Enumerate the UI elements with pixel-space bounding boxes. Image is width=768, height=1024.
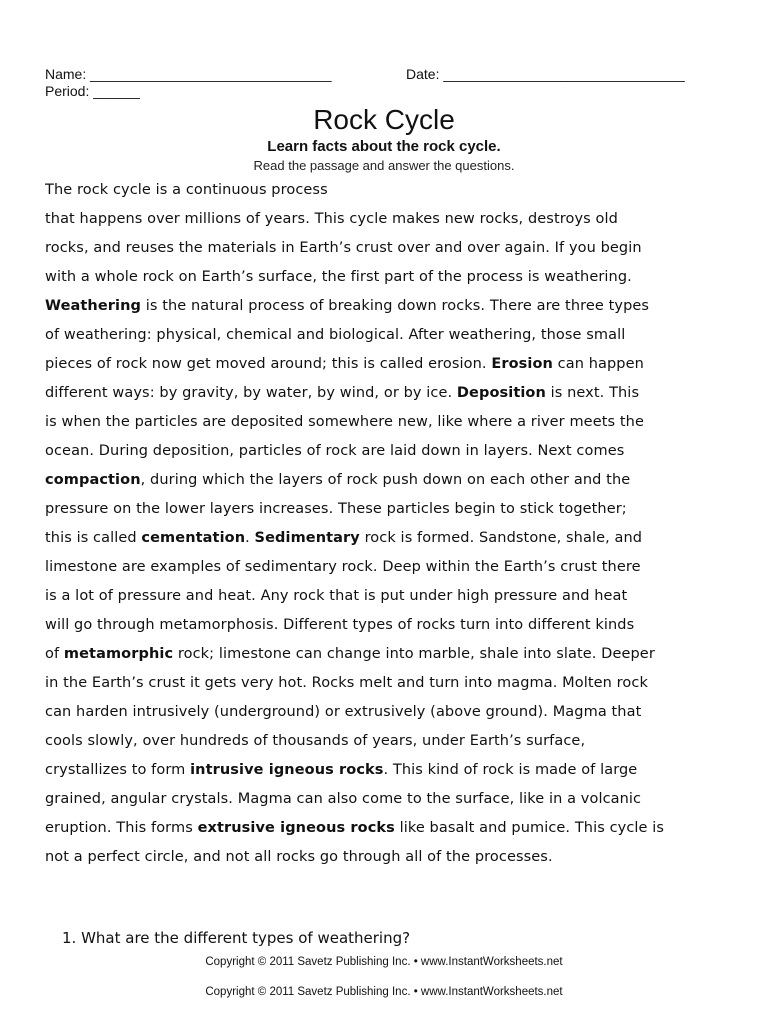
page-subtitle: Learn facts about the rock cycle. — [267, 138, 501, 155]
passage-line: pressure on the lower layers increases. These particles begin to stick together; — [45, 501, 627, 517]
passage-text: rock; limestone can change into marble, shale into slate. Deeper — [173, 646, 655, 662]
passage-text: . This kind of rock is made of large — [383, 762, 638, 778]
passage-line — [45, 756, 723, 785]
passage-line — [45, 176, 723, 205]
passage-line: can harden intrusively (underground) or extrusively (above ground). Magma that — [45, 704, 642, 720]
passage-text: pieces of rock now get moved around; this is called erosion. — [45, 356, 492, 372]
passage-line: cools slowly, over hundreds of thousands of years, under Earth’s surface, — [45, 733, 586, 749]
passage-text: is next. This — [545, 385, 640, 401]
keyword: intrusive igneous rocks — [190, 762, 384, 778]
keyword: compaction — [45, 472, 141, 488]
passage-line — [45, 466, 723, 495]
passage-text: different ways: by gravity, by water, by wind, or by ice. — [45, 385, 457, 401]
date-field-line: Date: _______________________________ — [406, 66, 685, 82]
passage-line: ocean. During deposition, particles of rock are laid down in layers. Next comes — [45, 443, 625, 459]
passage-text: The rock cycle is a — [45, 182, 182, 198]
period-field-line: Period: ______ — [45, 83, 140, 99]
keyword: Deposition — [456, 385, 546, 401]
keyword: extrusive igneous rocks — [197, 820, 395, 836]
passage-line — [45, 640, 723, 669]
passage-text: eruption. This forms — [45, 820, 198, 836]
passage-text: , during which the layers of rock push down on each other and the — [140, 472, 631, 488]
passage-line: is a lot of pressure and heat. Any rock that is put under high pressure and heat — [45, 588, 628, 604]
keyword: Erosion — [491, 356, 553, 372]
instructions: Read the passage and answer the questions. — [253, 158, 515, 173]
passage-line — [45, 524, 723, 553]
reading-passage — [45, 176, 723, 872]
copyright-footer: Copyright © 2011 Savetz Publishing Inc. • www.InstantWorksheets.net — [205, 956, 563, 968]
passage-line — [45, 350, 723, 379]
keyword: metamorphic — [63, 646, 174, 662]
passage-text: like basalt and pumice. This cycle is — [394, 820, 665, 836]
passage-line: is when the particles are deposited somewhere new, like where a river meets the — [45, 414, 644, 430]
passage-line — [45, 292, 723, 321]
passage-text: crystallizes to form — [45, 762, 191, 778]
keyword: Weathering — [45, 298, 142, 314]
passage-line — [45, 379, 723, 408]
passage-line: that happens over millions of years. This cycle makes new rocks, destroys old — [45, 211, 618, 227]
question-1: 1. What are the different types of weathering? — [62, 929, 411, 947]
passage-line: rocks, and reuses the materials in Earth’s crust over and over again. If you begin — [45, 240, 642, 256]
passage-text: . — [245, 530, 255, 546]
passage-line: not a perfect circle, and not all rocks go through all of the processes. — [45, 849, 553, 865]
name-field-line: Name: _______________________________ — [45, 66, 332, 82]
keyword: cementation — [141, 530, 246, 546]
passage-text: can happen — [552, 356, 644, 372]
passage-text: of — [45, 646, 64, 662]
keyword: Sedimentary — [254, 530, 360, 546]
passage-line: in the Earth’s crust it gets very hot. Rocks melt and turn into magma. Molten rock — [45, 675, 648, 691]
passage-line: will go through metamorphosis. Different types of rocks turn into different kinds — [45, 617, 635, 633]
copyright-footer: Copyright © 2011 Savetz Publishing Inc. • www.InstantWorksheets.net — [205, 986, 563, 998]
passage-line — [45, 814, 723, 843]
passage-line: with a whole rock on Earth’s surface, the first part of the process is weathering. — [45, 269, 632, 285]
passage-text: rock is formed. Sandstone, shale, and — [359, 530, 643, 546]
passage-line: limestone are examples of sedimentary rock. Deep within the Earth’s crust there — [45, 559, 641, 575]
passage-line: of weathering: physical, chemical and biological. After weathering, those small — [45, 327, 626, 343]
passage-line: grained, angular crystals. Magma can also come to the surface, like in a volcanic — [45, 791, 642, 807]
passage-text: this is called — [45, 530, 142, 546]
passage-text: is the natural process of breaking down rocks. There are three types — [141, 298, 650, 314]
page-title: Rock Cycle — [313, 104, 455, 135]
passage-text: continuous process — [185, 182, 328, 198]
